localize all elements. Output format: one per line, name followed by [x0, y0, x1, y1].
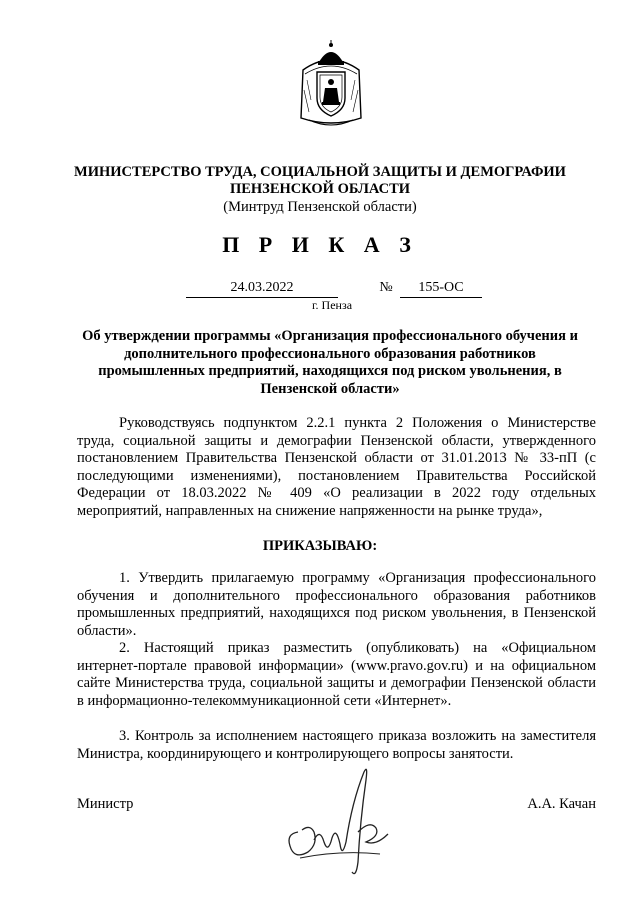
- order-subject: Об утверждении программы «Организация профессионального обучения и дополнительного профессионального образования работников промышленных предприятий, находящихся под риском увольнения, в Пензенской области»: [82, 328, 578, 397]
- document-type-title: П Р И К А З: [222, 232, 418, 257]
- ministry-name-line2: ПЕНЗЕНСКОЙ ОБЛАСТИ: [229, 181, 411, 197]
- order-item-1: 1. Утвердить прилагаемую программу «Организация профессионального обучения и дополнительного профессионального образования работников промышленных предприятий, находящихся под риском увольнения, в Пензенской области».: [77, 570, 596, 639]
- order-item-3: 3. Контроль за исполнением настоящего приказа возложить на заместителя Министра, координирующего и контролирующего вопросы занятости.: [77, 728, 596, 762]
- signer-name: А.А. Качан: [527, 796, 596, 812]
- order-date: 24.03.2022: [186, 279, 338, 298]
- ministry-name-line1: МИНИСТЕРСТВО ТРУДА, СОЦИАЛЬНОЙ ЗАЩИТЫ И ДЕМОГРАФИИ: [74, 164, 566, 180]
- order-item-2: 2. Настоящий приказ разместить (опубликовать) на «Официальном интернет-портале правовой информации» (www.pravo.gov.ru) и на официальном сайте Министерства труда, социальной защиты и демографии Пензенской области в информационно-телекоммуникационной сети «Интернет».: [77, 640, 596, 709]
- coat-of-arms-icon: [295, 40, 367, 130]
- signer-title: Министр: [77, 796, 134, 812]
- order-city: г. Пенза: [311, 298, 353, 312]
- decree-heading: ПРИКАЗЫВАЮ:: [262, 538, 378, 554]
- handwritten-signature-icon: [280, 762, 395, 882]
- preamble-paragraph: Руководствуясь подпунктом 2.2.1 пункта 2 Положения о Министерстве труда, социальной защиты и демографии Пензенской области, утвержденного постановлением Правительства Пензенской области от 31.01.2013 № 33-пП (с последующими изменениями), постановлением Правительства Российской Федерации от 18.03.2022 № 409 «О реализации в 2022 году отдельных мероприятий, направленных на снижение напряженности на рынке труда»,: [77, 415, 596, 519]
- ministry-short-name: (Минтруд Пензенской области): [223, 199, 417, 215]
- order-number: 155-ОС: [400, 279, 482, 298]
- order-number-sign: №: [379, 280, 393, 295]
